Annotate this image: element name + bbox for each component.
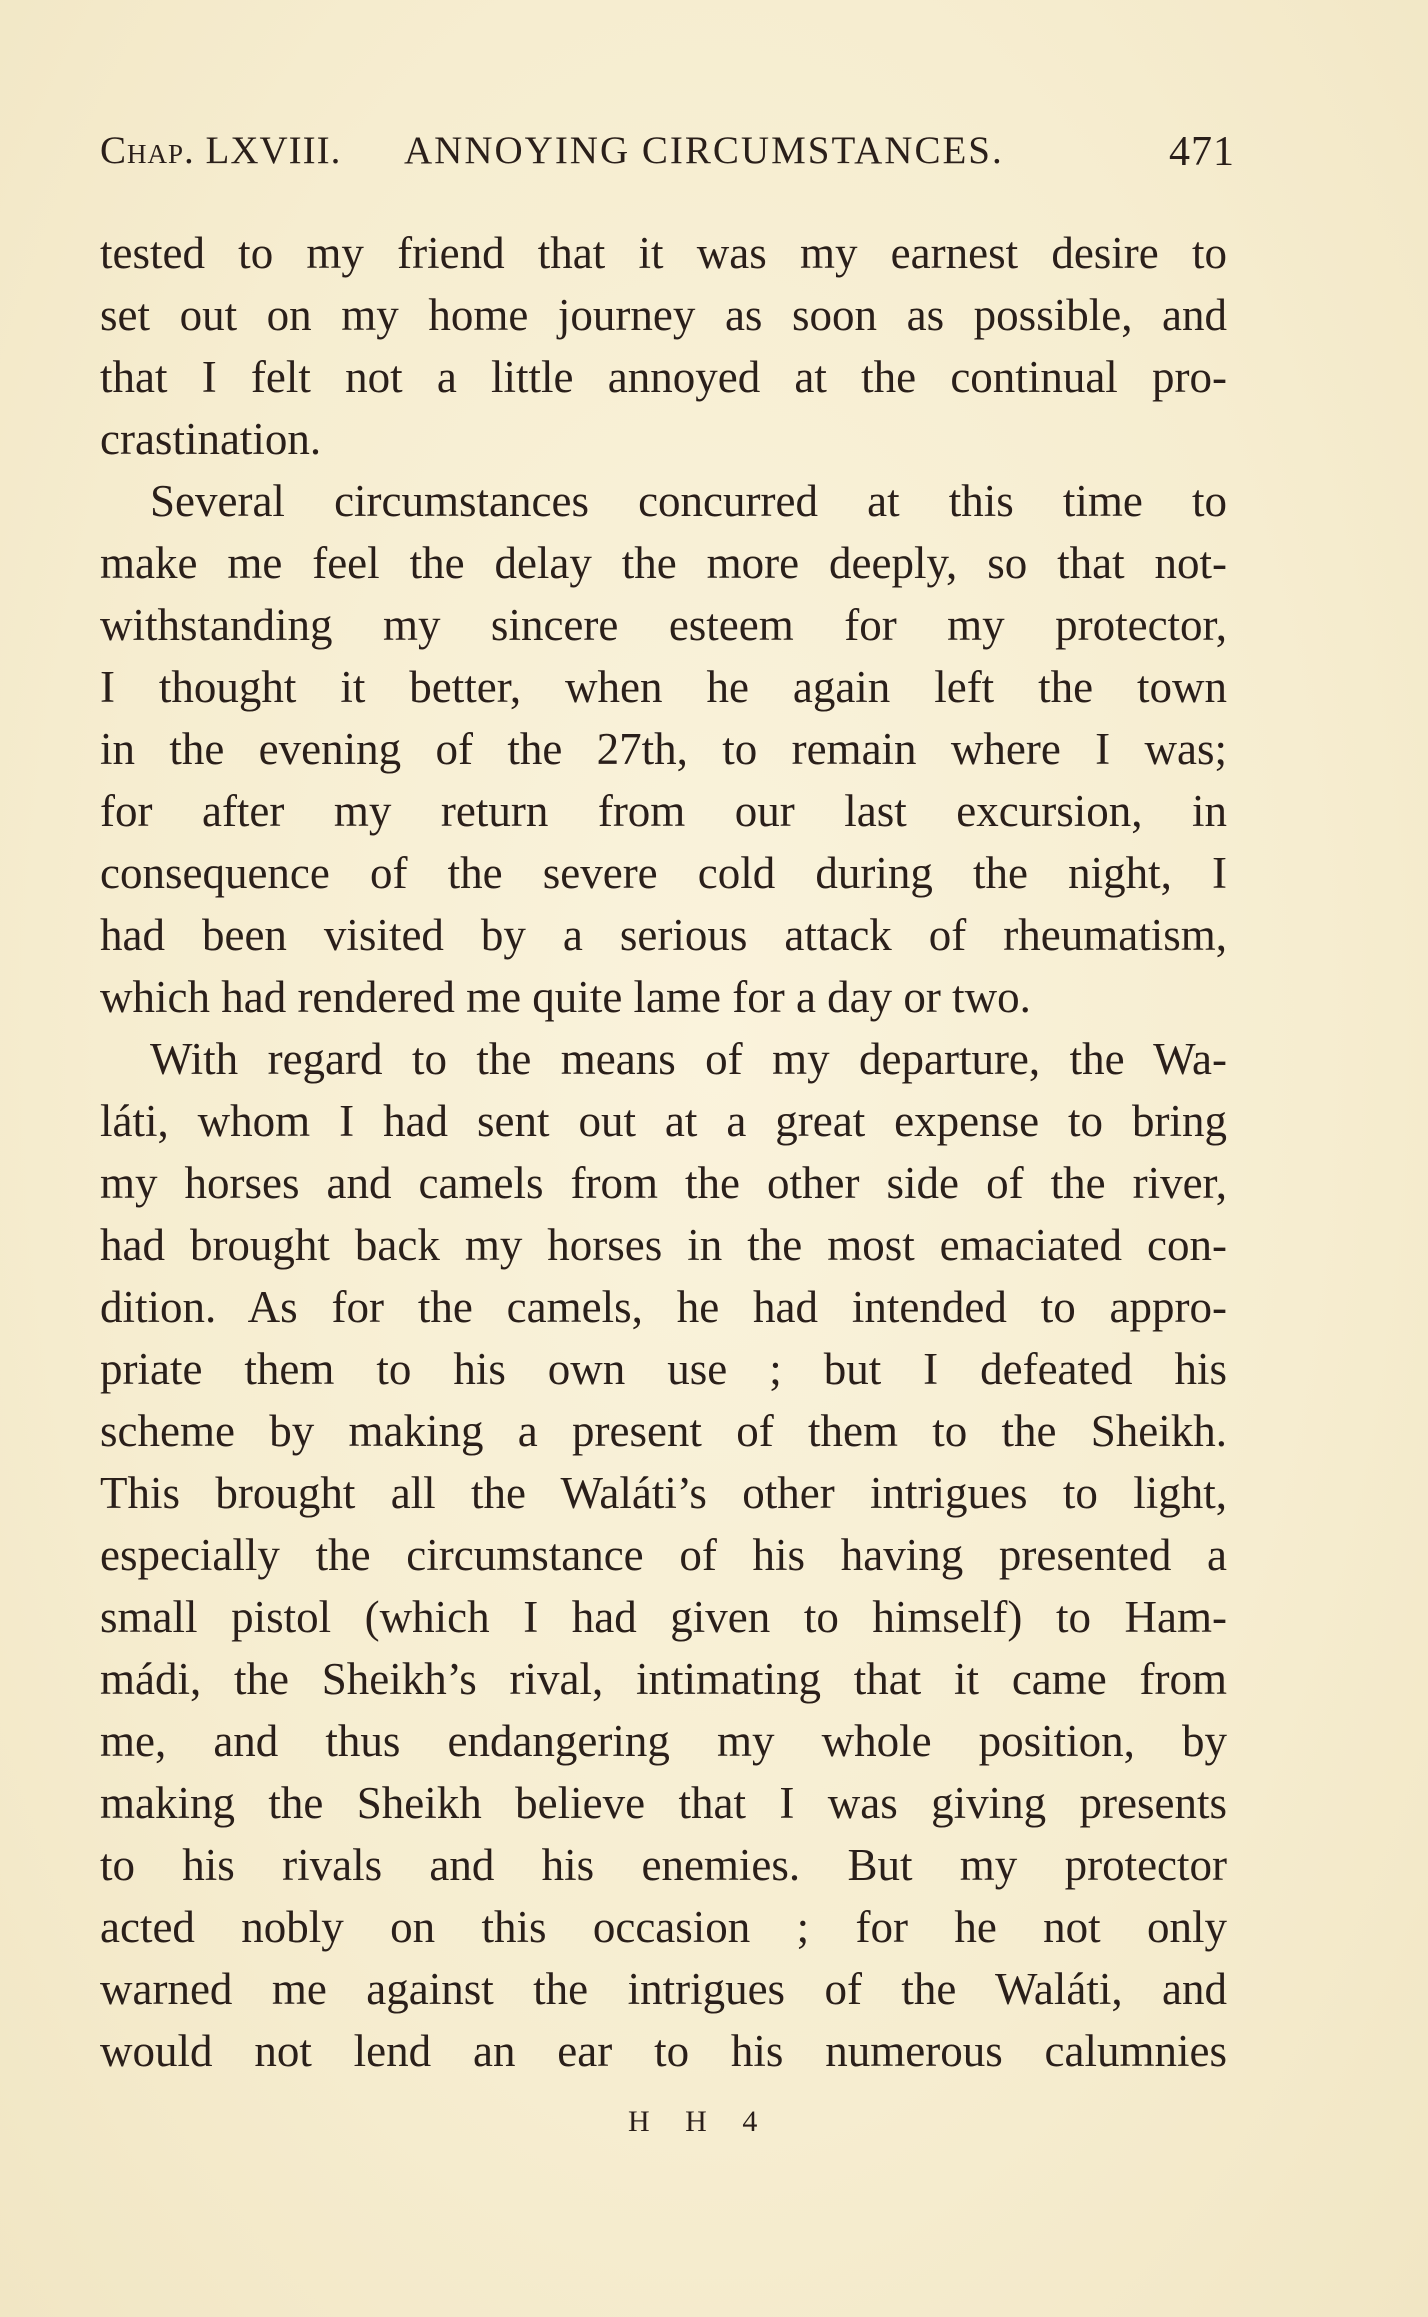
text-line: consequence of the severe cold during the night, I <box>100 848 1227 898</box>
text-line: would not lend an ear to his numerous calumnies <box>100 2026 1227 2076</box>
text-line: which had rendered me quite lame for a day or two. <box>100 972 1031 1022</box>
text-line: especially the circumstance of his having presented a <box>100 1530 1227 1580</box>
text-line: With regard to the means of my departure, the Wa- <box>150 1034 1227 1084</box>
running-head <box>100 128 1235 184</box>
text-line: withstanding my sincere esteem for my protector, <box>100 600 1227 650</box>
text-line: priate them to his own use ; but I defeated his <box>100 1344 1227 1394</box>
body-text <box>100 222 1227 2082</box>
text-line: had been visited by a serious attack of rheumatism, <box>100 910 1227 960</box>
text-line: dition. As for the camels, he had intended to appro- <box>100 1282 1227 1332</box>
text-line: This brought all the Waláti’s other intrigues to light, <box>100 1468 1227 1518</box>
text-line: mádi, the Sheikh’s rival, intimating that it came from <box>100 1654 1227 1704</box>
text-line: set out on my home journey as soon as possible, and <box>100 290 1227 340</box>
text-line: making the Sheikh believe that I was giving presents <box>100 1778 1227 1828</box>
text-line: warned me against the intrigues of the Waláti, and <box>100 1964 1227 2014</box>
text-line: tested to my friend that it was my earnest desire to <box>100 228 1227 278</box>
signature-mark: H H 4 <box>628 2105 772 2138</box>
text-line: acted nobly on this occasion ; for he not only <box>100 1902 1227 1952</box>
text-line: scheme by making a present of them to the Sheikh. <box>100 1406 1227 1456</box>
chapter-label: Chap. LXVIII. <box>100 129 342 172</box>
text-line: that I felt not a little annoyed at the continual pro- <box>100 352 1227 402</box>
text-line: had brought back my horses in the most emaciated con- <box>100 1220 1227 1270</box>
text-line: make me feel the delay the more deeply, so that not- <box>100 538 1227 588</box>
text-line: me, and thus endangering my whole position, by <box>100 1716 1227 1766</box>
text-line: small pistol (which I had given to himself) to Ham- <box>100 1592 1227 1642</box>
page-title: ANNOYING CIRCUMSTANCES. <box>404 129 1004 172</box>
text-line: láti, whom I had sent out at a great expense to bring <box>100 1096 1227 1146</box>
text-line: in the evening of the 27th, to remain where I was; <box>100 724 1227 774</box>
text-line: I thought it better, when he again left the town <box>100 662 1227 712</box>
text-line: for after my return from our last excursion, in <box>100 786 1227 836</box>
text-line: to his rivals and his enemies. But my protector <box>100 1840 1227 1890</box>
text-line: Several circumstances concurred at this time to <box>150 476 1227 526</box>
page-number: 471 <box>1169 129 1235 175</box>
text-line: my horses and camels from the other side of the river, <box>100 1158 1227 1208</box>
text-line: crastination. <box>100 414 322 464</box>
